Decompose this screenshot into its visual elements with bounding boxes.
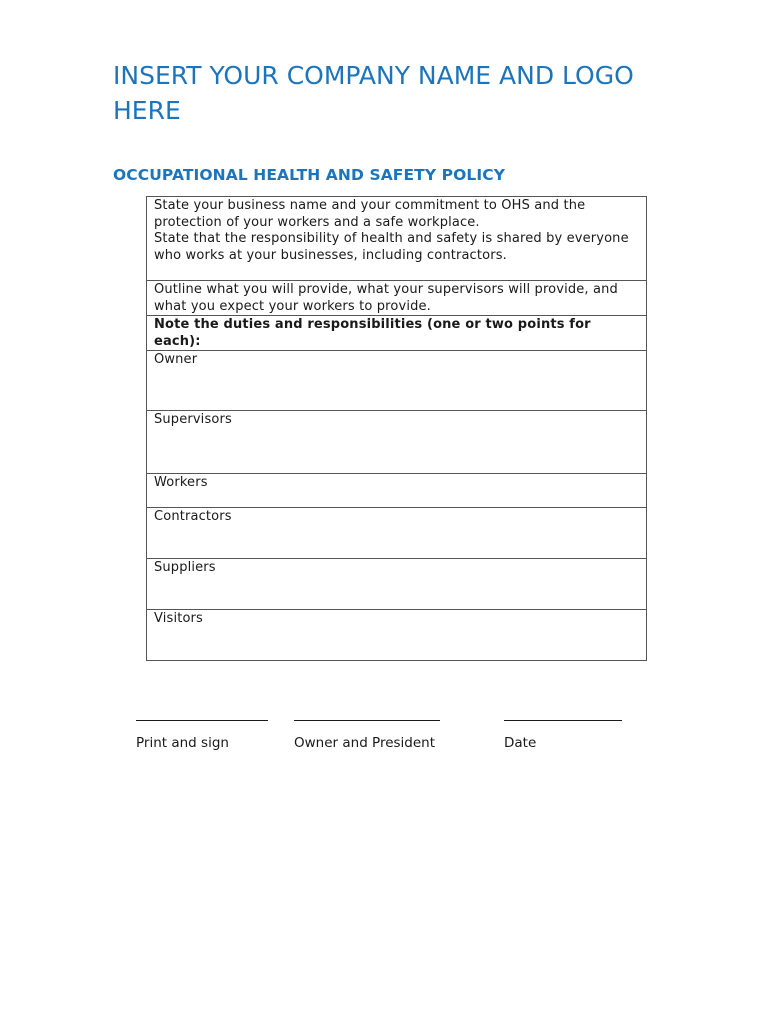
responsibility-statement: State that the responsibility of health and safety is shared by everyone who works at your businesses, including contractors. (154, 231, 629, 263)
outline-cell[interactable]: Outline what you will provide, what your supervisors will provide, and what you expect your workers to provide. (147, 281, 647, 316)
signature-owner-president (294, 708, 440, 751)
signature-date (504, 708, 622, 751)
signature-label: Owner and President (294, 735, 436, 751)
policy-title: OCCUPATIONAL HEALTH AND SAFETY POLICY (113, 166, 506, 184)
signature-line[interactable] (136, 708, 268, 721)
table-row (147, 411, 647, 474)
policy-table (146, 196, 647, 661)
role-contractors-cell[interactable]: Contractors (147, 508, 647, 559)
signature-line[interactable] (294, 708, 440, 721)
role-suppliers-cell[interactable]: Suppliers (147, 559, 647, 610)
date-label: Date (504, 735, 537, 751)
table-row (147, 508, 647, 559)
signature-print-and-sign (136, 708, 268, 751)
role-supervisors-cell[interactable]: Supervisors (147, 411, 647, 474)
table-row (147, 559, 647, 610)
table-row (147, 197, 647, 281)
role-owner-cell[interactable]: Owner (147, 351, 647, 411)
date-line[interactable] (504, 708, 622, 721)
company-name-placeholder: INSERT YOUR COMPANY NAME AND LOGO HERE (113, 61, 634, 125)
table-row (147, 316, 647, 351)
role-visitors-cell[interactable]: Visitors (147, 610, 647, 661)
commitment-statement: State your business name and your commitment to OHS and the protection of your workers and a safe workplace. (154, 198, 586, 230)
table-row (147, 610, 647, 661)
duties-note-cell: Note the duties and responsibilities (one or two points for each): (147, 316, 647, 351)
role-workers-cell[interactable]: Workers (147, 474, 647, 508)
statement-cell[interactable] (147, 197, 647, 281)
table-row (147, 281, 647, 316)
table-row (147, 351, 647, 411)
signature-label: Print and sign (136, 735, 229, 751)
table-row (147, 474, 647, 508)
